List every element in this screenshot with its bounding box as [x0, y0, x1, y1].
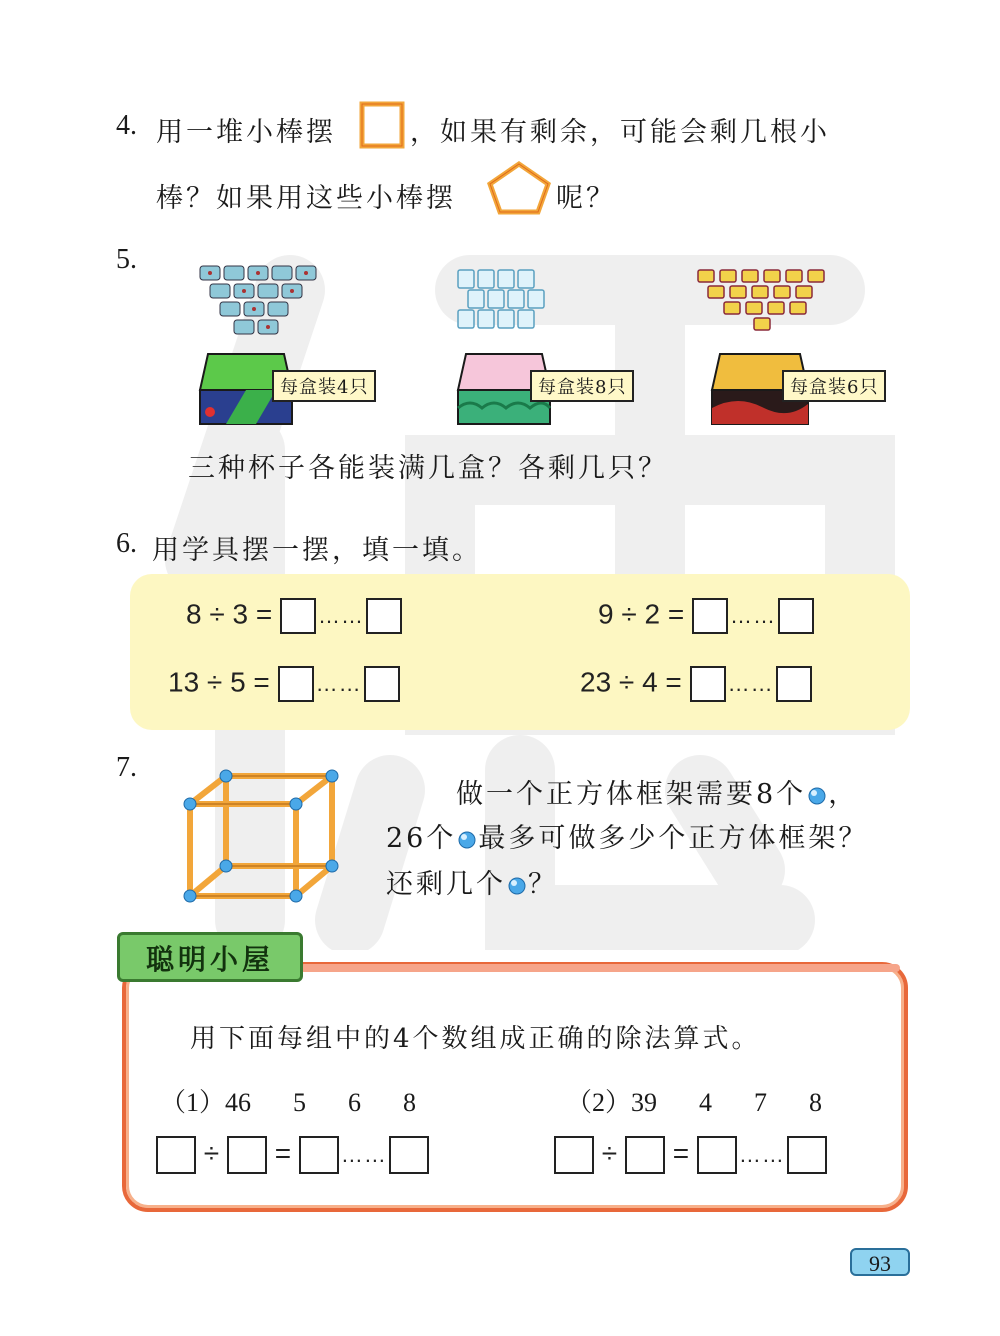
remainder-box[interactable] [776, 666, 812, 702]
group-2-equation [554, 1136, 827, 1174]
equation-expr: 23 ÷ 4 = [580, 666, 682, 698]
problem-4-line2-start: 棒？如果用这些小棒摆 [156, 183, 456, 214]
bead-icon [506, 877, 528, 895]
problem-7-line2 [386, 816, 868, 855]
group-1-equation [156, 1136, 429, 1174]
remainder-box[interactable] [364, 666, 400, 702]
equation-row [186, 598, 402, 634]
tray-3-label: 每盒装6只 [782, 370, 886, 402]
bead-icon [456, 831, 478, 849]
problem-7-number: 7. [116, 752, 137, 783]
group-number: 5 [293, 1088, 307, 1117]
divide-sign: ÷ [203, 1137, 220, 1169]
group-number: 8 [403, 1088, 417, 1117]
equals-sign: = [274, 1137, 292, 1169]
problem-7-line3-end: ？ [528, 869, 558, 900]
dividend-box[interactable] [554, 1136, 594, 1174]
problem-7-line1 [456, 772, 858, 811]
smart-house-top-bar [300, 964, 900, 972]
problem-4-line1-start: 用一堆小棒摆 [156, 117, 336, 148]
group-number: 39 [631, 1088, 658, 1117]
bead-icon [806, 787, 828, 805]
group-number: 7 [754, 1088, 768, 1117]
remainder-dots: …… [315, 671, 362, 696]
group-label: （2） [566, 1088, 632, 1117]
remainder-box[interactable] [389, 1136, 429, 1174]
equation-expr: 13 ÷ 5 = [168, 666, 270, 698]
group-number: 46 [225, 1088, 252, 1117]
problem-4-number: 4. [116, 110, 137, 141]
teacup-pile-icon [196, 262, 322, 342]
problem-7-line3-text: 还剩几个 [386, 869, 506, 900]
problem-4-line2-end: 呢？ [556, 183, 616, 214]
group-2-numbers [566, 1082, 822, 1119]
remainder-dots: …… [727, 671, 774, 696]
equals-sign: = [672, 1137, 690, 1169]
problem-7-line2-text: 26个 [386, 823, 457, 854]
group-1-numbers [160, 1082, 416, 1119]
problem-7-line1-text: 做一个正方体框架需要8个 [456, 779, 807, 810]
dividend-box[interactable] [156, 1136, 196, 1174]
remainder-dots: …… [340, 1142, 387, 1167]
equation-row [168, 666, 400, 702]
problem-6-number: 6. [116, 528, 137, 559]
smart-house-title: 聪明小屋 [117, 932, 303, 982]
quotient-box[interactable] [690, 666, 726, 702]
divisor-box[interactable] [625, 1136, 665, 1174]
remainder-dots: …… [317, 603, 364, 628]
problem-7-line2-end: 最多可做多少个正方体框架？ [478, 823, 869, 854]
glass-pile-icon [454, 266, 550, 332]
problem-4-line1-end: ，如果有剩余，可能会剩几根小 [410, 117, 830, 148]
problem-5-number: 5. [116, 244, 137, 275]
quotient-box[interactable] [278, 666, 314, 702]
quotient-box[interactable] [692, 598, 728, 634]
mug-pile-icon [694, 266, 844, 336]
problem-7-line1-end: ， [828, 779, 859, 810]
tray-1-label: 每盒装4只 [272, 370, 376, 402]
remainder-dots: …… [738, 1142, 785, 1167]
remainder-dots: …… [729, 603, 776, 628]
equation-expr: 8 ÷ 3 = [186, 598, 273, 630]
remainder-box[interactable] [787, 1136, 827, 1174]
equation-row [580, 666, 812, 702]
equation-row [598, 598, 814, 634]
problem-7-line3 [386, 862, 558, 901]
equation-expr: 9 ÷ 2 = [598, 598, 685, 630]
square-stick-icon [358, 100, 406, 150]
divide-sign: ÷ [601, 1137, 618, 1169]
tray-2-label: 每盒装8只 [530, 370, 634, 402]
cube-frame-icon [182, 766, 342, 904]
page-number: 93 [850, 1248, 910, 1276]
quotient-box[interactable] [299, 1136, 339, 1174]
pentagon-stick-icon [486, 160, 552, 216]
group-number: 8 [809, 1088, 823, 1117]
smart-house-instruction: 用下面每组中的4个数组成正确的除法算式。 [190, 1024, 761, 1054]
divisor-box[interactable] [227, 1136, 267, 1174]
group-number: 4 [699, 1088, 713, 1117]
quotient-box[interactable] [280, 598, 316, 634]
quotient-box[interactable] [697, 1136, 737, 1174]
group-label: （1） [160, 1088, 226, 1117]
remainder-box[interactable] [778, 598, 814, 634]
problem-6-instruction: 用学具摆一摆，填一填。 [152, 535, 482, 566]
group-number: 6 [348, 1088, 362, 1117]
remainder-box[interactable] [366, 598, 402, 634]
problem-5-question: 三种杯子各能装满几盒？各剩几只？ [188, 453, 668, 484]
